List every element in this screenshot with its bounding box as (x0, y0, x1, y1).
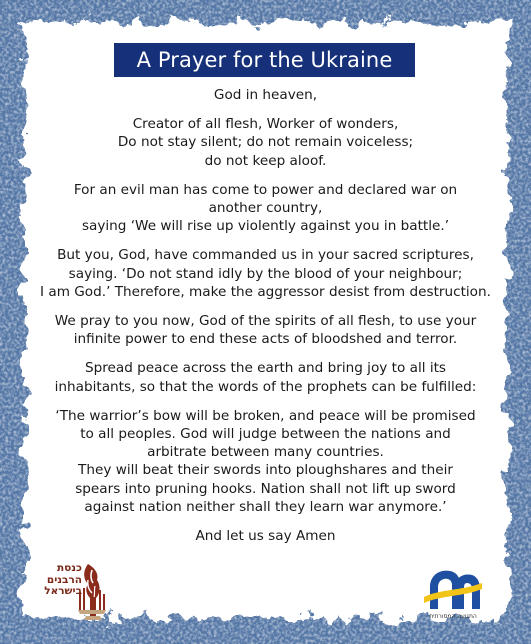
prayer-line: Spread peace across the earth and bring joy to all its (84, 360, 447, 377)
prayer-line: I am God.’ Therefore, make the aggressor desist from destruction. (40, 283, 491, 300)
rabbinical-assembly-logo (44, 558, 124, 624)
prayer-line: do not keep aloof. (204, 152, 327, 169)
logo-left-text (44, 563, 82, 598)
stanza (30, 407, 501, 516)
prayer-line: arbitrate between many countries. (147, 444, 384, 461)
prayer-line: For an evil man has come to power and declared war on (73, 181, 458, 198)
prayer-line: spears into pruning hooks. Nation shall not lift up sword (75, 480, 456, 497)
masorti-logo (420, 563, 486, 629)
prayer-line: ‘The warrior’s bow will be broken, and peace will be promised (55, 407, 476, 424)
prayer-line: against nation neither shall they learn war anymore.’ (84, 498, 447, 515)
stanza (30, 359, 501, 395)
prayer-line: God in heaven, (213, 87, 318, 103)
prayer-line: Do not stay silent; do not remain voiceless; (117, 134, 414, 151)
prayer-line: inhabitants, so that the words of the prophets can be fulfilled: (54, 378, 477, 395)
stanza (30, 312, 501, 348)
prayer-line: to all peoples. God will judge between the nations and (80, 426, 451, 443)
logo-right-caption: התנועה המסורתית (429, 613, 477, 620)
page-title: A Prayer for the Ukraine (114, 43, 415, 77)
stanza (30, 181, 501, 236)
logo-left-line: בישראל (44, 585, 82, 597)
prayer-line: And let us say Amen (195, 528, 336, 545)
prayer-line: infinite power to end these acts of bloodshed and terror. (73, 331, 458, 348)
prayer-text (30, 86, 501, 556)
prayer-line: We pray to you now, God of the spirits of all flesh, to use your (54, 313, 477, 330)
prayer-line: another country, (208, 200, 323, 217)
stanza (30, 246, 501, 301)
prayer-line: But you, God, have commanded us in your sacred scriptures, (57, 247, 474, 264)
stanza (30, 115, 501, 170)
stanza (30, 527, 501, 545)
prayer-line: saying. ‘Do not stand idly by the blood of your neighbour; (68, 265, 463, 282)
logo-left-line: כנסת (56, 562, 82, 574)
prayer-line: They will beat their swords into ploughshares and their (78, 462, 453, 479)
stanza (30, 86, 501, 104)
masorti-movement-icon (420, 563, 486, 613)
prayer-line: saying ‘We will rise up violently against you in battle.’ (81, 218, 450, 235)
logo-left-line: הרבנים (46, 573, 82, 586)
prayer-line: Creator of all flesh, Worker of wonders, (132, 116, 399, 133)
